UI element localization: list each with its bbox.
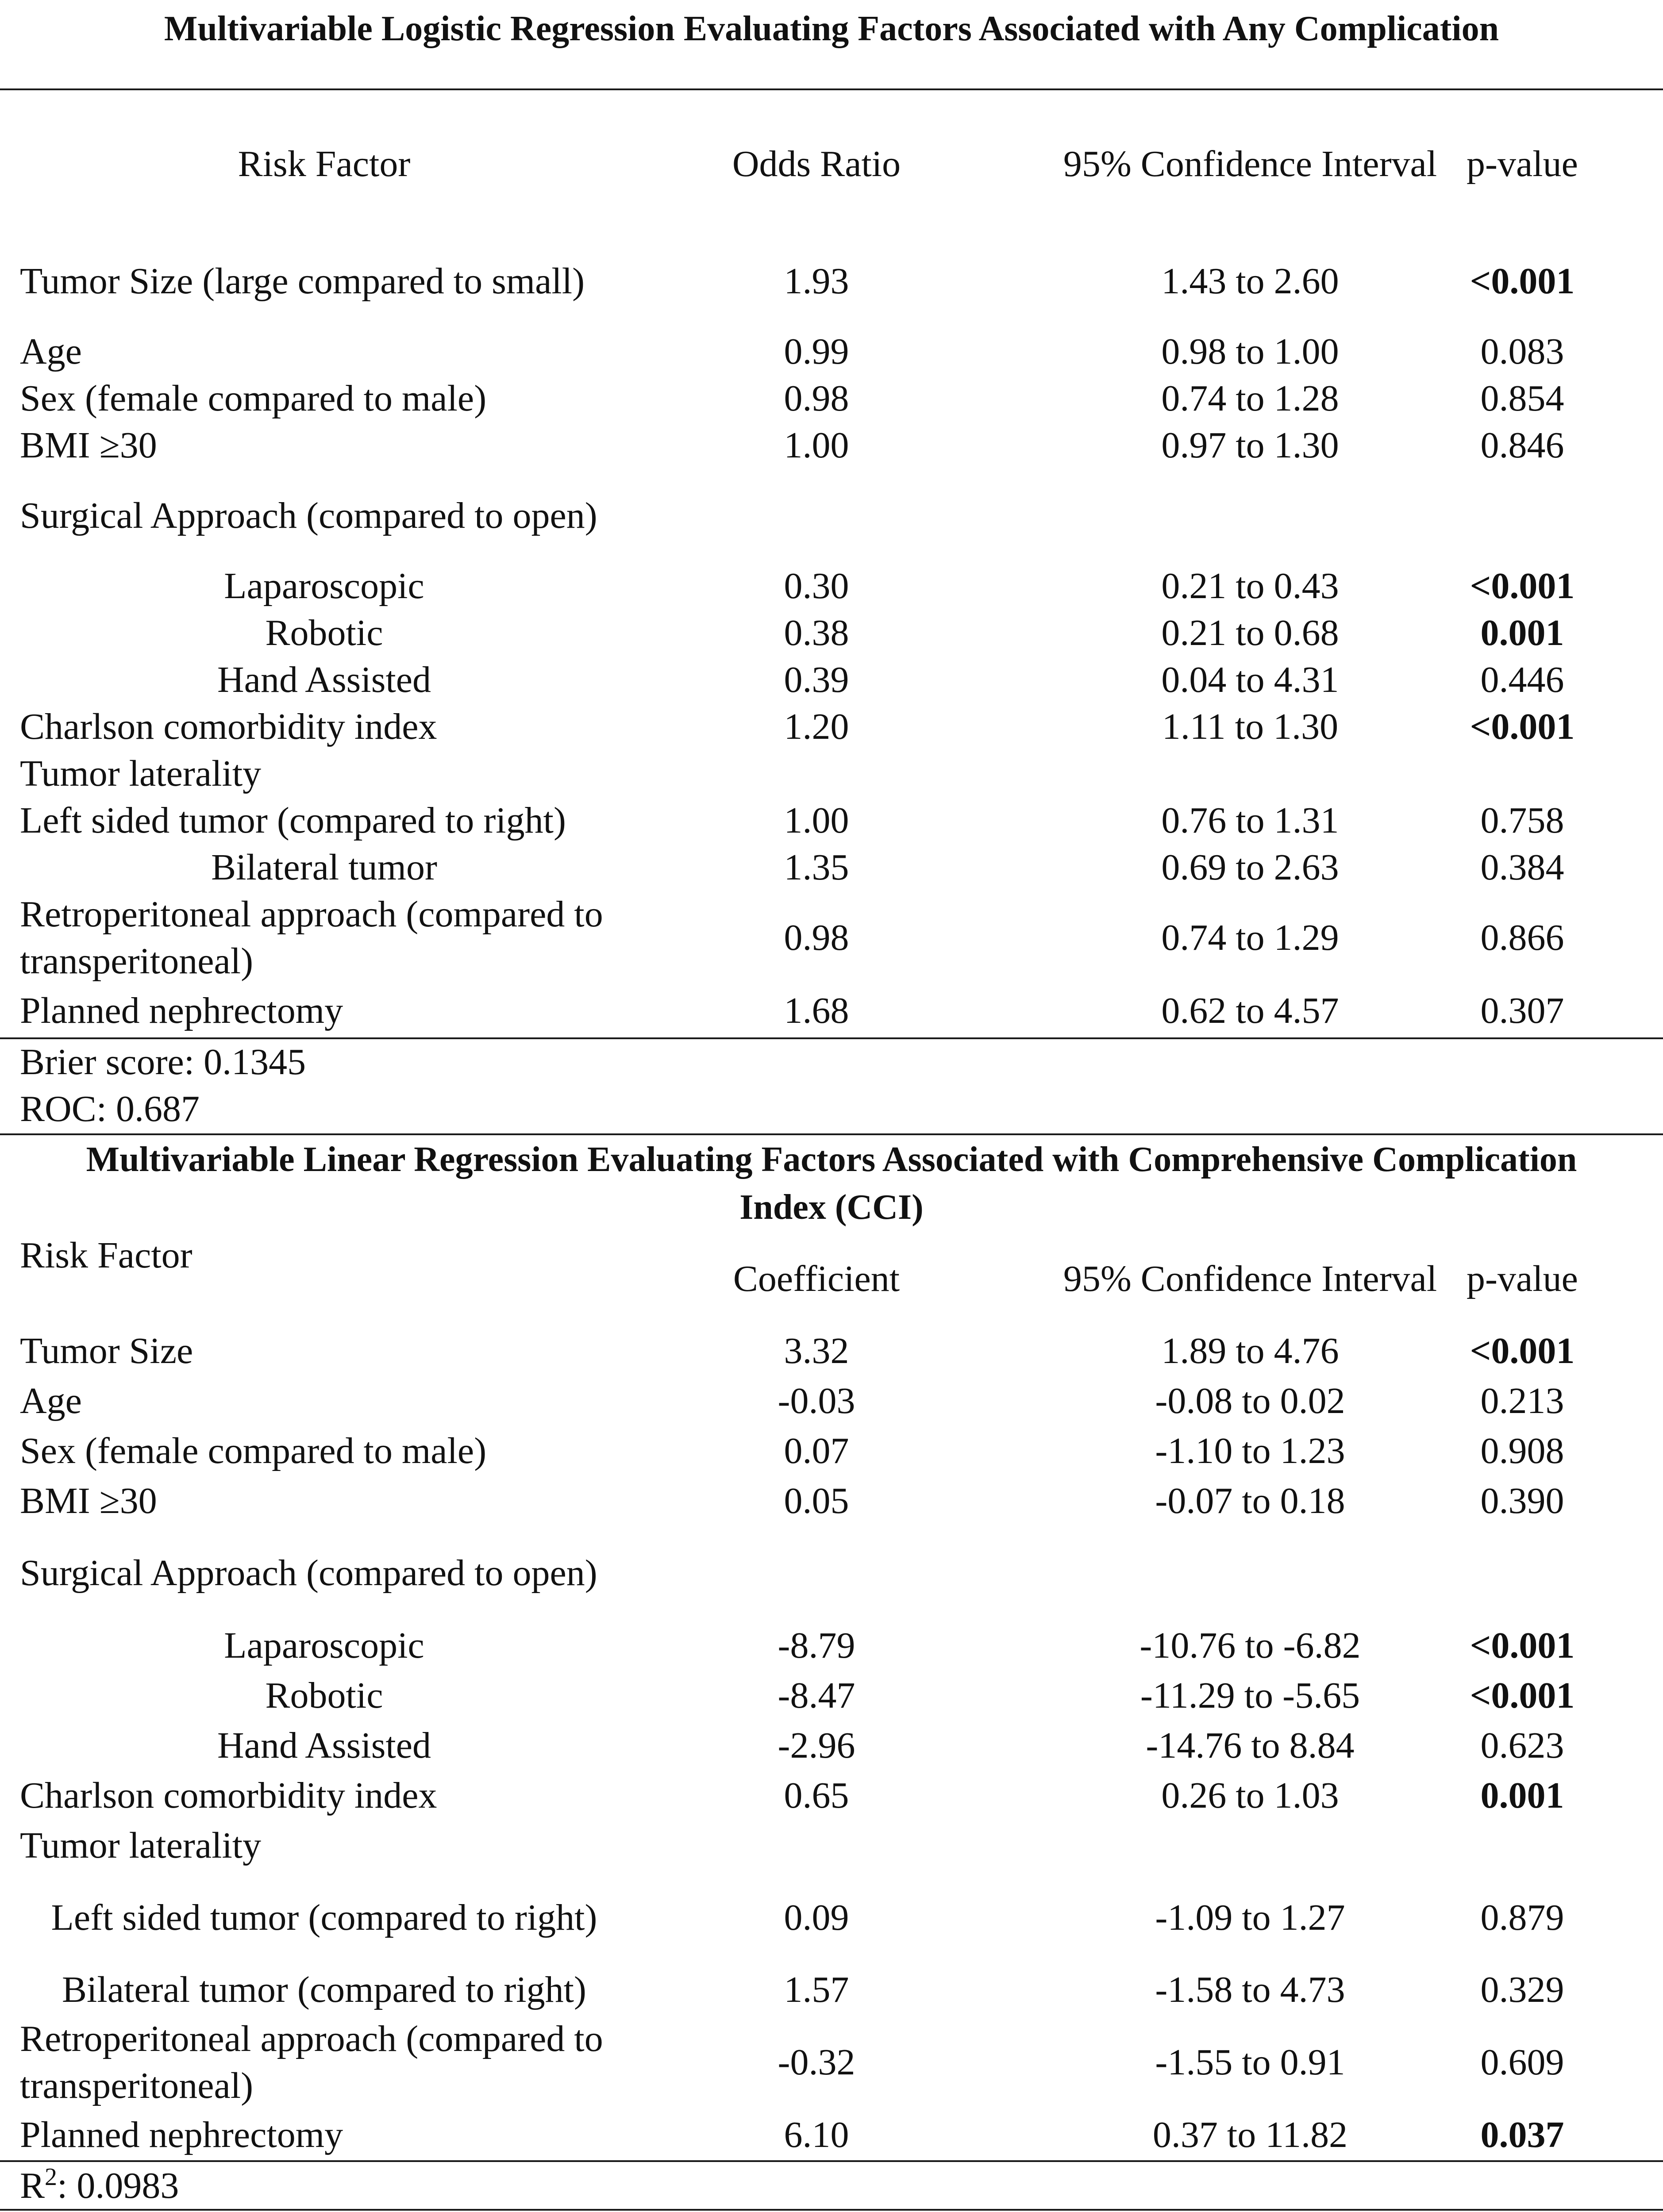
table1-roc: ROC: 0.687 [20, 1088, 200, 1129]
confidence-interval-cell: -1.55 to 0.91 [1155, 2042, 1345, 2083]
table-row [0, 610, 1663, 657]
confidence-interval-cell: 0.74 to 1.29 [1161, 917, 1339, 958]
estimate-cell: -8.47 [778, 1674, 855, 1716]
risk-factor-cell: Bilateral tumor (compared to right) [62, 1969, 586, 2010]
estimate-cell: 1.00 [784, 800, 849, 841]
p-value-cell: 0.446 [1480, 659, 1564, 700]
table2-r-squared [20, 2162, 179, 2209]
confidence-interval-cell: 1.89 to 4.76 [1161, 1330, 1339, 1371]
p-value-cell: 0.854 [1480, 378, 1564, 419]
table-row [0, 328, 1663, 375]
table2-header-value: Coefficient [733, 1258, 900, 1299]
table2-final-rule [0, 2209, 1663, 2211]
confidence-interval-cell: 0.62 to 4.57 [1161, 990, 1339, 1031]
confidence-interval-cell: 0.76 to 1.31 [1161, 800, 1339, 841]
table2-header-p: p-value [1467, 1258, 1578, 1299]
estimate-cell [673, 469, 960, 563]
estimate-cell: 1.93 [784, 261, 849, 302]
p-value-cell: 0.083 [1480, 331, 1564, 372]
estimate-cell: -0.32 [778, 2042, 855, 2083]
risk-factor-cell: Charlson comorbidity index [20, 706, 437, 747]
risk-factor-cell: Tumor laterality [20, 753, 262, 794]
confidence-interval-cell: 0.26 to 1.03 [1161, 1774, 1339, 1816]
table-row [0, 1476, 1663, 1526]
table-row [0, 1870, 1663, 1965]
estimate-cell: 0.30 [784, 565, 849, 607]
estimate-cell: -0.03 [778, 1380, 855, 1421]
confidence-interval-cell: 0.74 to 1.28 [1161, 378, 1339, 419]
p-value-cell: 0.866 [1480, 917, 1564, 958]
risk-factor-cell: Retroperitoneal approach (compared to transperitoneal) [20, 2018, 603, 2106]
confidence-interval-cell: 1.11 to 1.30 [1162, 706, 1339, 747]
risk-factor-cell: BMI ≥30 [20, 425, 157, 466]
table2-title [0, 1135, 1663, 1232]
table2-header-risk-factor: Risk Factor [20, 1235, 192, 1276]
risk-factor-cell: BMI ≥30 [20, 1480, 157, 1521]
confidence-interval-cell [1018, 750, 1482, 797]
risk-factor-cell: Planned nephrectomy [20, 2114, 343, 2155]
confidence-interval-cell: 0.21 to 0.43 [1161, 565, 1339, 607]
risk-factor-cell: Hand Assisted [217, 1724, 431, 1766]
confidence-interval-cell [1018, 469, 1482, 563]
estimate-cell: 1.00 [784, 425, 849, 466]
estimate-cell [673, 750, 960, 797]
risk-factor-cell: Surgical Approach (compared to open) [20, 1552, 597, 1594]
confidence-interval-cell [1018, 1526, 1482, 1621]
p-value-cell: <0.001 [1470, 565, 1575, 607]
confidence-interval-cell: -14.76 to 8.84 [1146, 1724, 1355, 1766]
confidence-interval-cell: -10.76 to -6.82 [1139, 1624, 1361, 1666]
table-row [0, 750, 1663, 797]
confidence-interval-cell: 0.98 to 1.00 [1161, 331, 1339, 372]
p-value-cell: 0.001 [1480, 1774, 1564, 1816]
table-row [0, 1770, 1663, 1820]
p-value-cell: 0.213 [1480, 1380, 1564, 1421]
p-value-cell: 0.623 [1480, 1724, 1564, 1766]
table2-header-ci: 95% Confidence Interval [1063, 1258, 1437, 1299]
risk-factor-cell: Age [20, 1380, 82, 1421]
table-row [0, 844, 1663, 891]
p-value-cell: <0.001 [1470, 1330, 1575, 1371]
estimate-cell: -8.79 [778, 1624, 855, 1666]
table-row [0, 1426, 1663, 1476]
table-row [0, 985, 1663, 1037]
table-row [0, 563, 1663, 610]
risk-factor-cell: Tumor Size [20, 1330, 193, 1371]
risk-factor-cell: Laparoscopic [224, 565, 424, 607]
estimate-cell: 0.98 [784, 378, 849, 419]
p-value-cell [1416, 1820, 1628, 1870]
r2-value: : 0.0983 [57, 2165, 179, 2206]
table-row [0, 657, 1663, 703]
table-row [0, 891, 1663, 985]
table1-header-value: Odds Ratio [732, 143, 901, 184]
confidence-interval-cell: 0.69 to 2.63 [1161, 847, 1339, 888]
r2-superscript: 2 [45, 2163, 58, 2191]
table-row [0, 2110, 1663, 2160]
p-value-cell: <0.001 [1470, 1624, 1575, 1666]
p-value-cell [1416, 750, 1628, 797]
confidence-interval-cell [1018, 1820, 1482, 1870]
confidence-interval-cell: -1.58 to 4.73 [1155, 1969, 1345, 2010]
confidence-interval-cell: 1.43 to 2.60 [1161, 261, 1339, 302]
risk-factor-cell: Charlson comorbidity index [20, 1774, 437, 1816]
table-row [0, 1965, 1663, 2015]
table-row [0, 1720, 1663, 1770]
p-value-cell: 0.001 [1480, 612, 1564, 653]
table2-title-text: Multivariable Linear Regression Evaluating Factors Associated with Comprehensive Complication Index (CCI) [86, 1140, 1577, 1227]
table-row [0, 1820, 1663, 1870]
estimate-cell [673, 1526, 960, 1621]
estimate-cell: 0.09 [784, 1897, 849, 1938]
p-value-cell: 0.908 [1480, 1430, 1564, 1471]
p-value-cell [1416, 1526, 1628, 1621]
table-row [0, 422, 1663, 469]
estimate-cell: 1.68 [784, 990, 849, 1031]
table-row [0, 469, 1663, 563]
table-row [0, 234, 1663, 328]
risk-factor-cell: Left sided tumor (compared to right) [20, 800, 566, 841]
confidence-interval-cell: 0.21 to 0.68 [1161, 612, 1339, 653]
table2-header-row [0, 1232, 1663, 1326]
risk-factor-cell: Hand Assisted [217, 659, 431, 700]
confidence-interval-cell: 0.97 to 1.30 [1161, 425, 1339, 466]
table1-header-row [0, 141, 1663, 234]
p-value-cell: <0.001 [1470, 1674, 1575, 1716]
estimate-cell: 0.05 [784, 1480, 849, 1521]
estimate-cell: 6.10 [784, 2114, 849, 2155]
table-row [0, 1376, 1663, 1426]
confidence-interval-cell: -1.10 to 1.23 [1155, 1430, 1345, 1471]
p-value-cell: 0.758 [1480, 800, 1564, 841]
estimate-cell: 0.07 [784, 1430, 849, 1471]
confidence-interval-cell: -0.07 to 0.18 [1155, 1480, 1345, 1521]
table1-header-risk-factor: Risk Factor [238, 143, 411, 184]
estimate-cell: 1.35 [784, 847, 849, 888]
risk-factor-cell: Tumor laterality [20, 1824, 262, 1866]
p-value-cell: 0.307 [1480, 990, 1564, 1031]
estimate-cell: 0.99 [784, 331, 849, 372]
estimate-cell: 0.39 [784, 659, 849, 700]
table-row [0, 1671, 1663, 1720]
p-value-cell: 0.879 [1480, 1897, 1564, 1938]
estimate-cell [673, 1820, 960, 1870]
risk-factor-cell: Left sided tumor (compared to right) [51, 1897, 597, 1938]
table-row [0, 375, 1663, 422]
p-value-cell: 0.390 [1480, 1480, 1564, 1521]
estimate-cell: 0.65 [784, 1774, 849, 1816]
estimate-cell: 1.57 [784, 1969, 849, 2010]
estimate-cell: 0.98 [784, 917, 849, 958]
estimate-cell: 3.32 [784, 1330, 849, 1371]
risk-factor-cell: Bilateral tumor [211, 847, 437, 888]
table-row [0, 797, 1663, 844]
p-value-cell: 0.037 [1480, 2114, 1564, 2155]
risk-factor-cell: Robotic [265, 1674, 383, 1716]
risk-factor-cell: Planned nephrectomy [20, 990, 343, 1031]
p-value-cell: <0.001 [1470, 706, 1575, 747]
risk-factor-cell: Age [20, 331, 82, 372]
p-value-cell: <0.001 [1470, 261, 1575, 302]
table-row [0, 703, 1663, 750]
table-row [0, 1326, 1663, 1376]
p-value-cell: 0.384 [1480, 847, 1564, 888]
risk-factor-cell: Retroperitoneal approach (compared to transperitoneal) [20, 894, 603, 982]
confidence-interval-cell: 0.37 to 11.82 [1152, 2114, 1348, 2155]
confidence-interval-cell: -1.09 to 1.27 [1155, 1897, 1345, 1938]
risk-factor-cell: Robotic [265, 612, 383, 653]
table-row [0, 1621, 1663, 1671]
risk-factor-cell: Sex (female compared to male) [20, 378, 487, 419]
confidence-interval-cell: 0.04 to 4.31 [1161, 659, 1339, 700]
table2-bottom-rule [0, 2160, 1663, 2162]
r2-label: R [20, 2165, 45, 2206]
p-value-cell: 0.846 [1480, 425, 1564, 466]
p-value-cell [1416, 469, 1628, 563]
estimate-cell: 1.20 [784, 706, 849, 747]
table-row [0, 1526, 1663, 1621]
p-value-cell: 0.329 [1480, 1969, 1564, 2010]
table1-header-p: p-value [1467, 143, 1578, 184]
risk-factor-cell: Tumor Size (large compared to small) [20, 261, 585, 302]
estimate-cell: -2.96 [778, 1724, 855, 1766]
confidence-interval-cell: -0.08 to 0.02 [1155, 1380, 1345, 1421]
p-value-cell: 0.609 [1480, 2042, 1564, 2083]
confidence-interval-cell: -11.29 to -5.65 [1140, 1674, 1360, 1716]
risk-factor-cell: Laparoscopic [224, 1624, 424, 1666]
table1-brier-score: Brier score: 0.1345 [20, 1041, 306, 1083]
table1-header-ci: 95% Confidence Interval [1063, 143, 1437, 184]
table1-top-rule [0, 88, 1663, 90]
table-row [0, 2015, 1663, 2110]
table1-title: Multivariable Logistic Regression Evaluating Factors Associated with Any Complication [164, 9, 1499, 48]
estimate-cell: 0.38 [784, 612, 849, 653]
risk-factor-cell: Surgical Approach (compared to open) [20, 495, 597, 536]
risk-factor-cell: Sex (female compared to male) [20, 1430, 487, 1471]
